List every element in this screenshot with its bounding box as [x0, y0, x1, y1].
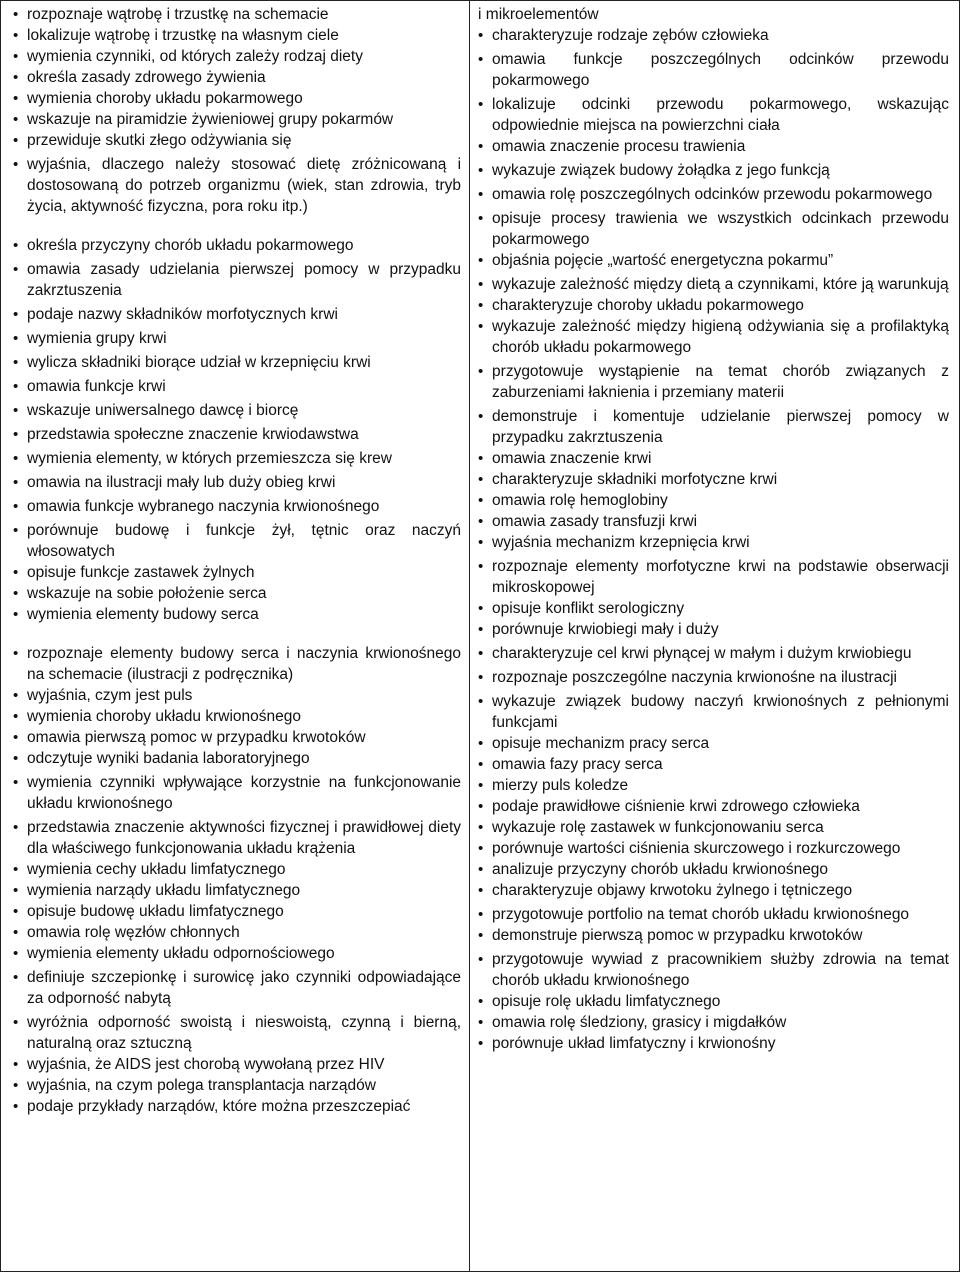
list-item: • opisuje procesy trawienia we wszystkich odcinkach przewodu pokarmowego	[478, 208, 949, 250]
list-item: • wskazuje na piramidzie żywieniowej grupy pokarmów	[13, 109, 461, 130]
list-item: • porównuje krwiobiegi mały i duży	[478, 619, 949, 640]
list-item: • wymienia cechy układu limfatycznego	[13, 859, 461, 880]
list-item: • omawia funkcje poszczególnych odcinków przewodu pokarmowego	[478, 49, 949, 91]
list-item: • wskazuje uniwersalnego dawcę i biorcę	[13, 400, 461, 421]
list-item: • opisuje funkcje zastawek żylnych	[13, 562, 461, 583]
list-item: • opisuje rolę układu limfatycznego	[478, 991, 949, 1012]
list-item: • przedstawia społeczne znaczenie krwiodawstwa	[13, 424, 461, 445]
list-item: • wykazuje związek budowy naczyń krwionośnych z pełnionymi funkcjami	[478, 691, 949, 733]
list-item: • wyjaśnia, dlaczego należy stosować dietę zróżnicowaną i dostosowaną do potrzeb organizmu (wiek, stan zdrowia, tryb życia, aktywność fizyczna, pora roku itp.)	[13, 154, 461, 217]
list-item: • wymienia czynniki wpływające korzystnie na funkcjonowanie układu krwionośnego	[13, 772, 461, 814]
list-item: • omawia zasady transfuzji krwi	[478, 511, 949, 532]
list-item: • rozpoznaje elementy morfotyczne krwi na podstawie obserwacji mikroskopowej	[478, 556, 949, 598]
list-item: • omawia funkcje krwi	[13, 376, 461, 397]
list-item: • przedstawia znaczenie aktywności fizycznej i prawidłowej diety dla właściwego funkcjonowania układu krążenia	[13, 817, 461, 859]
right-column	[470, 1, 959, 1271]
list-item: • wskazuje na sobie położenie serca	[13, 583, 461, 604]
list-item: • wymienia elementy, w których przemieszcza się krew	[13, 448, 461, 469]
list-item: • lokalizuje wątrobę i trzustkę na własnym ciele	[13, 25, 461, 46]
list-item: • opisuje budowę układu limfatycznego	[13, 901, 461, 922]
list-item: • wykazuje zależność między dietą a czynnikami, które ją warunkują	[478, 274, 949, 295]
list-item: • wyróżnia odporność swoistą i nieswoistą, czynną i bierną, naturalną oraz sztuczną	[13, 1012, 461, 1054]
list-item: • wyjaśnia, czym jest puls	[13, 685, 461, 706]
list-item: • omawia znaczenie krwi	[478, 448, 949, 469]
list-item: • wylicza składniki biorące udział w krzepnięciu krwi	[13, 352, 461, 373]
list-item: • wykazuje związek budowy żołądka z jego funkcją	[478, 160, 949, 181]
list-item: • rozpoznaje wątrobę i trzustkę na schemacie	[13, 4, 461, 25]
list-item: • charakteryzuje rodzaje zębów człowieka	[478, 25, 949, 46]
list-item: • analizuje przyczyny chorób układu krwionośnego	[478, 859, 949, 880]
list-item: • omawia pierwszą pomoc w przypadku krwotoków	[13, 727, 461, 748]
list-item: • podaje przykłady narządów, które można przeszczepiać	[13, 1096, 461, 1117]
list-item: • charakteryzuje choroby układu pokarmowego	[478, 295, 949, 316]
list-item: • omawia znaczenie procesu trawienia	[478, 136, 949, 157]
list-item: • określa przyczyny chorób układu pokarmowego	[13, 235, 461, 256]
list-item: • podaje prawidłowe ciśnienie krwi zdrowego człowieka	[478, 796, 949, 817]
list-item: • wyjaśnia, że AIDS jest chorobą wywołaną przez HIV	[13, 1054, 461, 1075]
list-item: • określa zasady zdrowego żywienia	[13, 67, 461, 88]
list-item: • wykazuje rolę zastawek w funkcjonowaniu serca	[478, 817, 949, 838]
list-item: • omawia rolę poszczególnych odcinków przewodu pokarmowego	[478, 184, 949, 205]
list-item: • charakteryzuje składniki morfotyczne krwi	[478, 469, 949, 490]
list-item: • wymienia choroby układu krwionośnego	[13, 706, 461, 727]
list-item: • wykazuje zależność między higieną odżywiania się a profilaktyką chorób układu pokarmowego	[478, 316, 949, 358]
list-item: • opisuje mechanizm pracy serca	[478, 733, 949, 754]
list-item: • przygotowuje wystąpienie na temat chorób związanych z zaburzeniami łaknienia i przemiany materii	[478, 361, 949, 403]
list-item: • opisuje konflikt serologiczny	[478, 598, 949, 619]
list-item: • wymienia narządy układu limfatycznego	[13, 880, 461, 901]
list-item: • definiuje szczepionkę i surowicę jako czynniki odpowiadające za odporność nabytą	[13, 967, 461, 1009]
list-item: • charakteryzuje cel krwi płynącej w małym i dużym krwiobiegu	[478, 643, 949, 664]
list-item: • przygotowuje portfolio na temat chorób układu krwionośnego	[478, 904, 949, 925]
list-item: • rozpoznaje elementy budowy serca i naczynia krwionośnego na schemacie (ilustracji z podręcznika)	[13, 643, 461, 685]
list-item: • lokalizuje odcinki przewodu pokarmowego, wskazując odpowiednie miejsca na powierzchni ciała	[478, 94, 949, 136]
list-item: • porównuje wartości ciśnienia skurczowego i rozkurczowego	[478, 838, 949, 859]
list-item: • demonstruje pierwszą pomoc w przypadku krwotoków	[478, 925, 949, 946]
list-item: • omawia na ilustracji mały lub duży obieg krwi	[13, 472, 461, 493]
list-item: • omawia rolę śledziony, grasicy i migdałków	[478, 1012, 949, 1033]
list-item: • wyjaśnia mechanizm krzepnięcia krwi	[478, 532, 949, 553]
left-column	[1, 1, 470, 1271]
list-item: • wyjaśnia, na czym polega transplantacja narządów	[13, 1075, 461, 1096]
list-item: • omawia fazy pracy serca	[478, 754, 949, 775]
continued-text: i mikroelementów	[478, 6, 599, 23]
list-item: • porównuje układ limfatyczny i krwionośny	[478, 1033, 949, 1054]
list-item: • objaśnia pojęcie „wartość energetyczna pokarmu”	[478, 250, 949, 271]
list-item: • omawia funkcje wybranego naczynia krwionośnego	[13, 496, 461, 517]
list-item: • wymienia elementy układu odpornościowego	[13, 943, 461, 964]
list-item: • omawia rolę hemoglobiny	[478, 490, 949, 511]
list-item: • porównuje budowę i funkcje żył, tętnic oraz naczyń włosowatych	[13, 520, 461, 562]
list-item: • omawia rolę węzłów chłonnych	[13, 922, 461, 943]
list-item: • wymienia choroby układu pokarmowego	[13, 88, 461, 109]
list-item: • wymienia grupy krwi	[13, 328, 461, 349]
list-item: • wymienia czynniki, od których zależy rodzaj diety	[13, 46, 461, 67]
list-item: • omawia zasady udzielania pierwszej pomocy w przypadku zakrztuszenia	[13, 259, 461, 301]
list-item: • charakteryzuje objawy krwotoku żylnego i tętniczego	[478, 880, 949, 901]
list-item: • przewiduje skutki złego odżywiania się	[13, 130, 461, 151]
list-item: • podaje nazwy składników morfotycznych krwi	[13, 304, 461, 325]
list-item: • przygotowuje wywiad z pracownikiem służby zdrowia na temat chorób układu krwionośnego	[478, 949, 949, 991]
list-item: • odczytuje wyniki badania laboratoryjnego	[13, 748, 461, 769]
list-item: • demonstruje i komentuje udzielanie pierwszej pomocy w przypadku zakrztuszenia	[478, 406, 949, 448]
list-item: • mierzy puls koledze	[478, 775, 949, 796]
list-item: • rozpoznaje poszczególne naczynia krwionośne na ilustracji	[478, 667, 949, 688]
list-item: • wymienia elementy budowy serca	[13, 604, 461, 625]
